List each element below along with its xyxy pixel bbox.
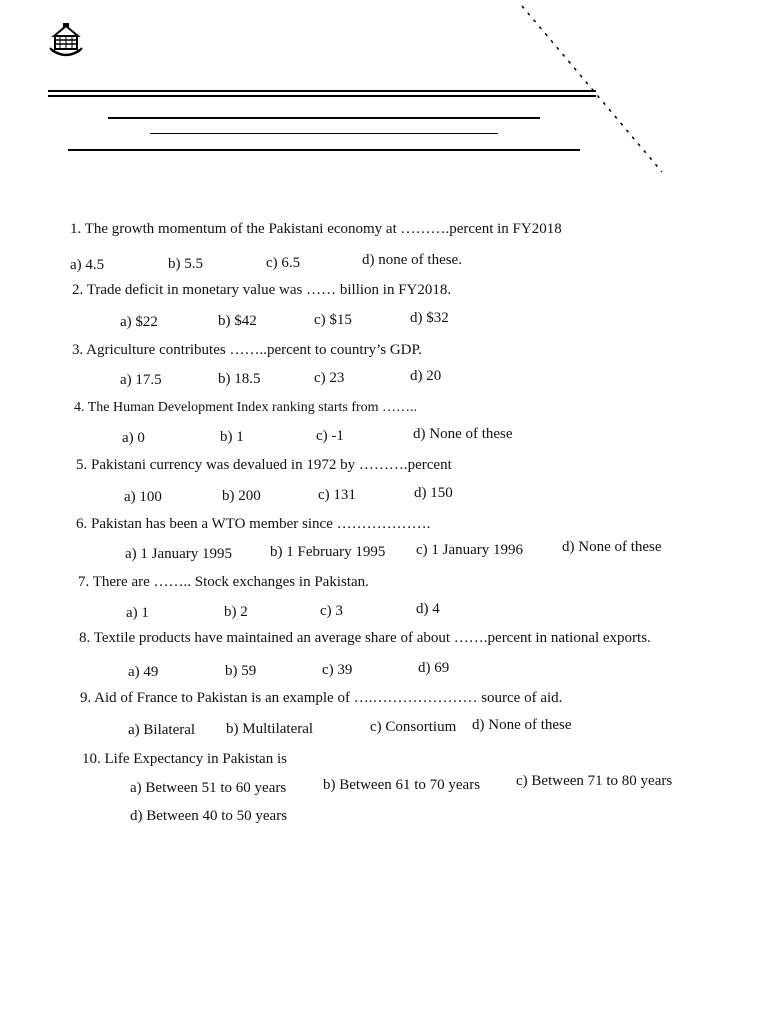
question-7-option-b: b) 2 — [224, 604, 248, 620]
question-6-option-d: d) None of these — [562, 539, 662, 555]
question-10-option-b: b) Between 61 to 70 years — [323, 777, 481, 793]
question-5-option-d: d) 150 — [414, 485, 453, 501]
question-1-option-d: d) none of these. — [362, 252, 462, 268]
question-2-text: 2. Trade deficit in monetary value was …… billion in FY2018. — [72, 282, 452, 298]
question-3-option-b: b) 18.5 — [218, 371, 261, 387]
question-7-option-c: c) 3 — [320, 603, 343, 619]
question-10-text: 10. Life Expectancy in Pakistan is — [82, 751, 287, 767]
question-9-option-b: b) Multilateral — [226, 721, 314, 737]
question-9-option-c: c) Consortium — [370, 719, 457, 735]
dashed-diagonal-line — [0, 0, 768, 200]
question-9-text: 9. Aid of France to Pakistan is an example of ….………………… source of aid. — [80, 690, 563, 706]
question-1-option-c: c) 6.5 — [266, 255, 301, 271]
question-3-option-a: a) 17.5 — [120, 372, 162, 388]
question-8-option-d: d) 69 — [418, 660, 450, 676]
question-4-option-c: c) -1 — [316, 428, 344, 444]
question-8-option-b: b) 59 — [225, 663, 257, 679]
question-9-option-a: a) Bilateral — [128, 722, 196, 738]
question-3-option-c: c) 23 — [314, 370, 345, 386]
question-5-option-b: b) 200 — [222, 488, 261, 504]
question-4-option-a: a) 0 — [122, 430, 145, 446]
question-4-option-b: b) 1 — [220, 429, 244, 445]
question-6-option-a: a) 1 January 1995 — [125, 546, 233, 562]
question-7-option-d: d) 4 — [416, 601, 440, 617]
question-10-option-d: d) Between 40 to 50 years — [130, 808, 288, 824]
question-1-text: 1. The growth momentum of the Pakistani economy at ……….percent in FY2018 — [70, 221, 562, 237]
question-2-option-a: a) $22 — [120, 314, 158, 330]
question-10-option-a: a) Between 51 to 60 years — [130, 780, 287, 796]
question-8-text: 8. Textile products have maintained an average share of about …….percent in national exports. — [79, 630, 651, 646]
question-8-option-a: a) 49 — [128, 664, 159, 680]
question-6-option-b: b) 1 February 1995 — [270, 544, 386, 560]
question-5-option-c: c) 131 — [318, 487, 356, 503]
question-1-option-a: a) 4.5 — [70, 257, 105, 273]
question-1-option-b: b) 5.5 — [168, 256, 203, 272]
question-7-option-a: a) 1 — [126, 605, 149, 621]
question-2-option-d: d) $32 — [410, 310, 449, 326]
question-4-text: 4. The Human Development Index ranking starts from …….. — [74, 400, 418, 415]
question-6-option-c: c) 1 January 1996 — [416, 542, 524, 558]
question-3-text: 3. Agriculture contributes ……..percent to country’s GDP. — [72, 342, 422, 358]
question-3-option-d: d) 20 — [410, 368, 442, 384]
question-9-option-d: d) None of these — [472, 717, 572, 733]
question-5-option-a: a) 100 — [124, 489, 162, 505]
question-10-option-c: c) Between 71 to 80 years — [516, 773, 673, 789]
question-8-option-c: c) 39 — [322, 662, 353, 678]
question-6-text: 6. Pakistan has been a WTO member since ………………. — [76, 516, 431, 532]
question-2-option-b: b) $42 — [218, 313, 257, 329]
question-2-option-c: c) $15 — [314, 312, 352, 328]
question-5-text: 5. Pakistani currency was devalued in 1972 by ……….percent — [76, 457, 452, 473]
question-4-option-d: d) None of these — [413, 426, 513, 442]
question-7-text: 7. There are …….. Stock exchanges in Pakistan. — [78, 574, 369, 590]
